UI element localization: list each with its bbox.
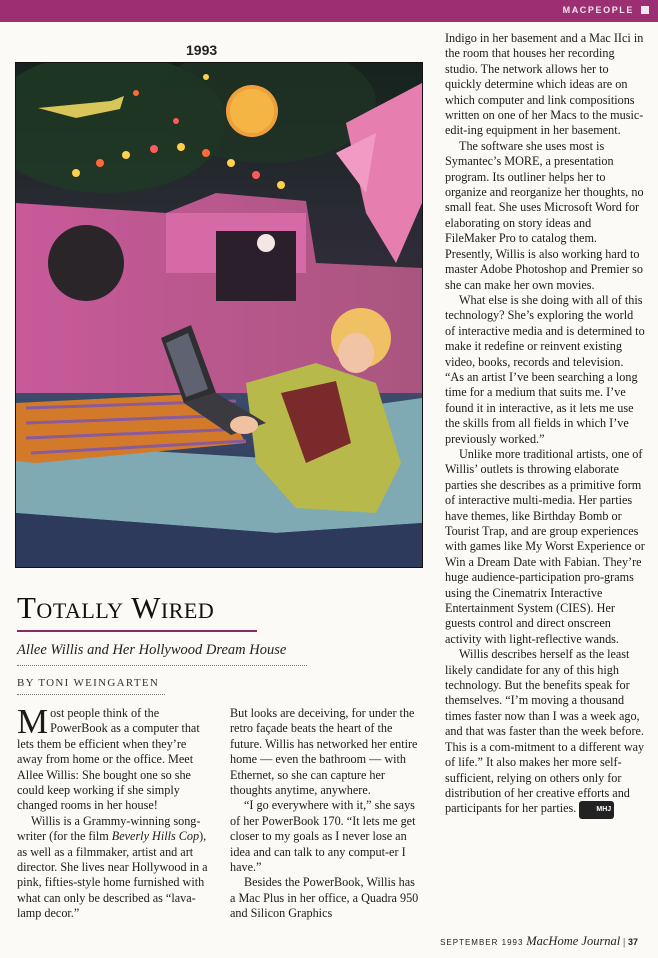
paragraph: Besides the PowerBook, Willis has a Mac Plus in her office, a Quadra 950 and Silicon Graphics — [230, 875, 419, 921]
paragraph-text: ), as well as a filmmaker, artist and art director. She lives near Hollywood in a pink, fifties-style home furnished with what can only be described as “lava-lamp decor.” — [17, 829, 208, 921]
end-mark-logo: MHJ — [579, 801, 614, 818]
paragraph: Indigo in her basement and a Mac IIci in the room that houses her recording studio. The network allows her to quickly determine which ideas are on which computer and link compositions written on one of her Macs to the music-edit-ing equipment in her basement. — [445, 31, 644, 138]
dotted-divider — [17, 694, 165, 695]
paragraph-text: ost people think of the PowerBook as a computer that lets them be efficient when they’re away from home or the office. Meet Allee Willis: She bought one so she could keep working if she simply changed rooms in her house! — [17, 706, 200, 813]
paragraph: But looks are deceiving, for under the retro façade beats the heart of the future. Willis has networked her entire home — even the bathroom — with Ethernet, so she can capture her thoughts anytime, anywhere. — [230, 706, 418, 798]
footer-separator: | — [623, 936, 628, 948]
paragraph: What else is she doing with all of this technology? She’s exploring the world of interactive media and is determined to make it redefine or reinvent existing video, books, records and television. “As an artist I’ve been searching a long time for a medium that suits me. I’ve found it in interactive, as it lets me use the skills from all fields in which I’ve previously worked.” — [445, 292, 645, 446]
article-column-2 — [230, 706, 422, 922]
article-photo — [15, 62, 423, 568]
byline: BY TONI WEINGARTEN — [17, 677, 160, 689]
paragraph — [445, 647, 645, 818]
article-subtitle: Allee Willis and Her Hollywood Dream House — [17, 642, 287, 658]
paragraph-text: Willis is a Grammy-winning song-writer (for the film — [17, 813, 201, 844]
film-title: Beverly Hills Cop — [111, 829, 200, 844]
square-icon — [641, 6, 649, 14]
article-column-1 — [17, 702, 209, 922]
magazine-name: MacHome Journal — [526, 934, 621, 948]
paragraph — [17, 814, 209, 922]
section-label: MACPEOPLE — [562, 5, 634, 15]
paragraph: The software she uses most is Symantec’s MORE, a presentation program. Its outliner helps her to organize and reorganize her thoughts, no small feat. She uses Microsoft Word for elaborating on story ideas and FileMaker Pro to catalog them. Presently, Willis is also working hard to master Adobe Photoshop and Premier so she can make her own movies. — [445, 138, 644, 292]
article-title: Totally Wired — [17, 590, 215, 625]
paragraph: “I go everywhere with it,” she says of her PowerBook 170. “It lets me get closer to my goals as I never lose an idea and can talk to any comput-er I have.” — [230, 798, 416, 875]
paragraph — [17, 702, 209, 814]
dotted-divider — [17, 665, 307, 666]
title-rule — [17, 630, 257, 632]
photo-illustration — [16, 63, 422, 567]
photo-year-label: 1993 — [186, 42, 218, 58]
page-footer — [440, 934, 638, 949]
page-number: 37 — [627, 937, 638, 947]
paragraph: Unlike more traditional artists, one of Willis’ outlets is throwing elaborate parties she describes as a primitive form of interactive multi-media. Her parties have themes, like Birthday Bomb or Tourist Trap, and are group experiences with games like My Worst Experience or Win a Dream Date with Fabian. They’re huge audience-participation pro-grams using the Cinematrix Interactive Entertainment System (CIES). Her guests control and direct onscreen activity with light-reflective wands. — [445, 446, 645, 646]
header-bar — [0, 0, 658, 22]
article-column-3 — [445, 31, 645, 819]
issue-date: SEPTEMBER 1993 — [440, 938, 524, 947]
paragraph-text: Willis describes herself as the least likely candidate for any of this high technology. But the benefits speak for themselves. “I’m moving a thousand times faster now than I was a week ago, and that was faster than the week before. This is a com-mitment to a different way of life.” It also makes her more self-sufficient, relying on others only for distribution of her creative efforts and participants for her parties. — [445, 647, 645, 816]
drop-cap: M — [17, 702, 49, 741]
